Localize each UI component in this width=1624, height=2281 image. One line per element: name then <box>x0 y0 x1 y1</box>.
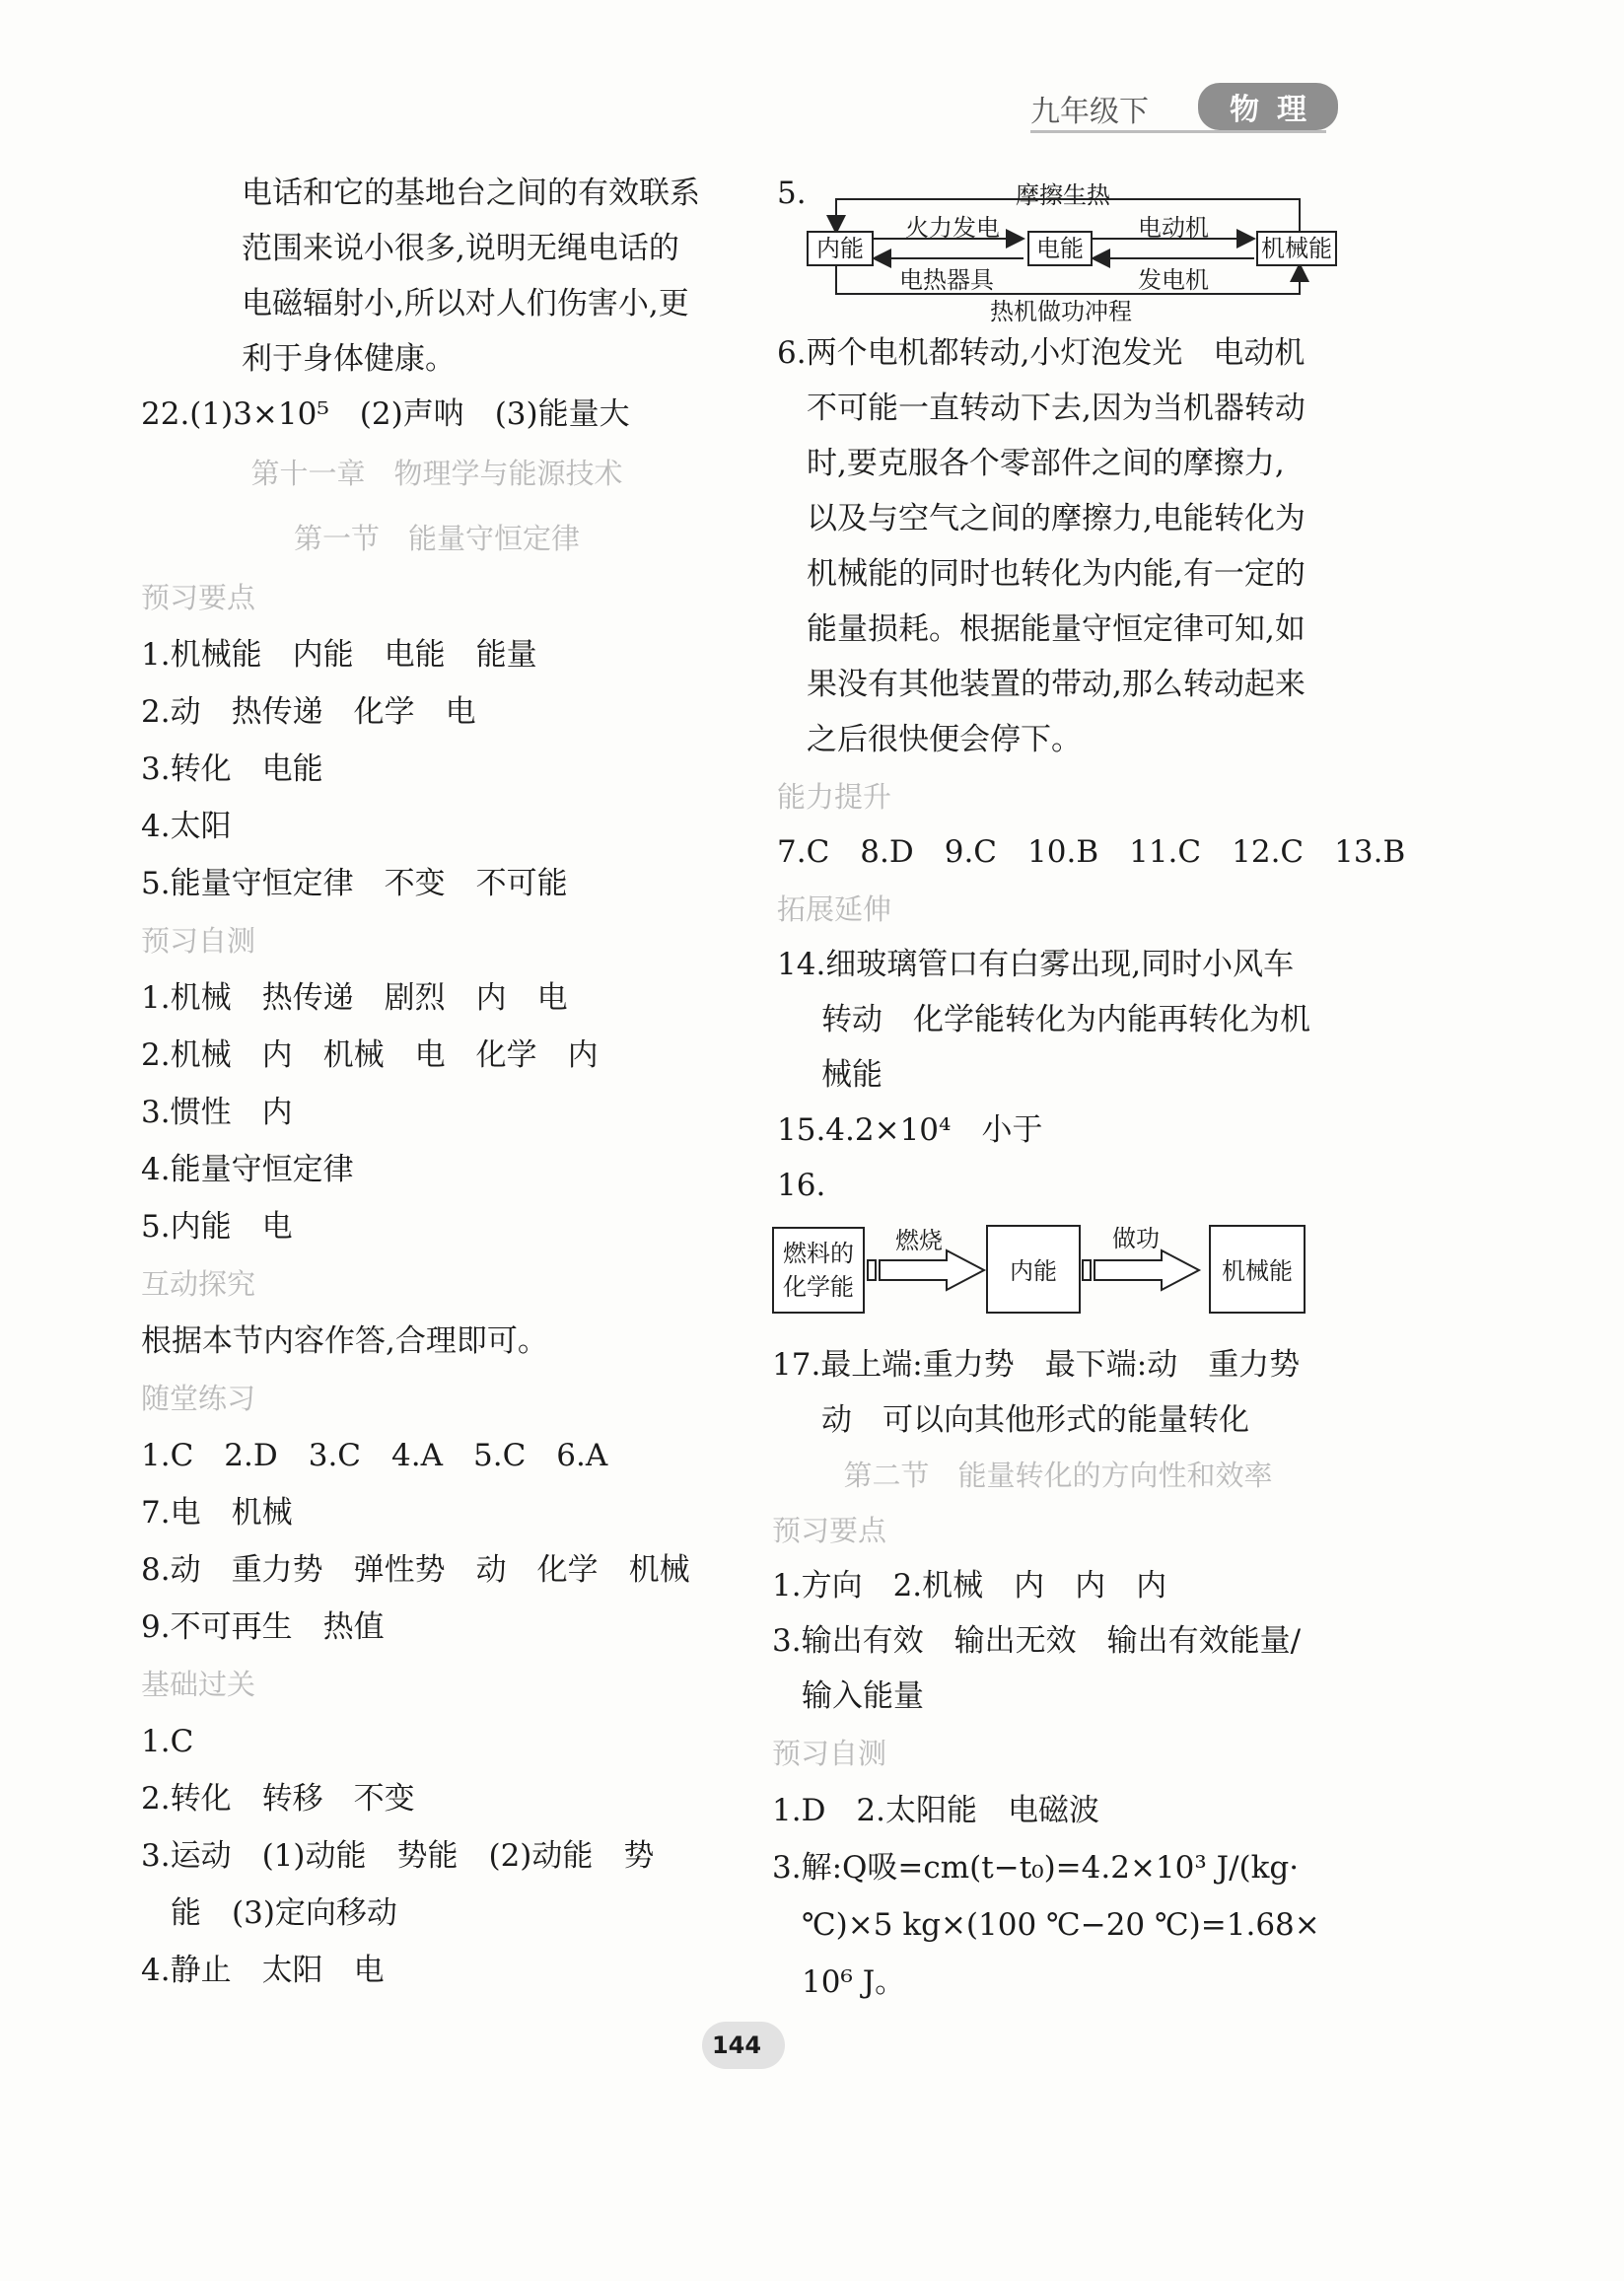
st-2: 7.电 机械 <box>141 1495 293 1531</box>
chapter-title: 第十一章 物理学与能源技术 <box>250 457 623 490</box>
yd-2: 2.动 热传递 化学 电 <box>141 694 476 730</box>
heading-hudong: 互动探究 <box>141 1267 256 1301</box>
zc-2: 2.机械 内 机械 电 化学 内 <box>141 1037 599 1073</box>
header-grade: 九年级下 <box>1030 95 1149 129</box>
heading-nengli: 能力提升 <box>777 780 892 814</box>
nl-answers: 7.C 8.D 9.C 10.B 11.C 12.C 13.B <box>777 834 1406 870</box>
left-cont-line-3: 电磁辐射小,所以对人们伤害小,更 <box>242 286 689 321</box>
d16-box-fuel-line-1: 燃料的 <box>783 1240 854 1267</box>
header-subject-tab: 物理 <box>1198 83 1338 130</box>
section-1-title: 第一节 能量守恒定律 <box>293 522 580 555</box>
zc2-4: 10⁶ J。 <box>802 1964 906 2000</box>
heading-tuozhan: 拓展延伸 <box>777 892 892 926</box>
heading-jichu: 基础过关 <box>141 1668 256 1701</box>
left-cont-line-1: 电话和它的基地台之间的有效联系 <box>242 176 700 211</box>
q6-line-3: 时,要克服各个零部件之间的摩擦力, <box>807 446 1285 481</box>
hd-text: 根据本节内容作答,合理即可。 <box>141 1323 548 1359</box>
q6-line-6: 能量损耗。根据能量守恒定律可知,如 <box>807 611 1306 647</box>
zc-5: 5.内能 电 <box>141 1209 293 1245</box>
d16-box-jixieneng: 机械能 <box>1209 1225 1306 1314</box>
section-2-title: 第二节 能量转化的方向性和效率 <box>843 1459 1273 1492</box>
st-4: 9.不可再生 热值 <box>141 1609 385 1645</box>
d5-label-fadianji: 发电机 <box>1138 266 1209 294</box>
zc-1: 1.机械 热传递 剧烈 内 电 <box>141 980 568 1016</box>
zc2-2: 3.解:Q吸=cm(t−t₀)=4.2×10³ J/(kg· <box>772 1850 1300 1886</box>
jc-3: 3.运动 (1)动能 势能 (2)动能 势 <box>141 1838 655 1874</box>
q6-line-4: 以及与空气之间的摩擦力,电能转化为 <box>807 501 1306 536</box>
d5-box-dianneng: 电能 <box>1027 231 1093 266</box>
q17-line-1: 17.最上端:重力势 最下端:动 重力势 <box>772 1347 1301 1383</box>
heading-yuxi-yaodian: 预习要点 <box>141 581 256 614</box>
d16-box-fuel <box>772 1227 865 1314</box>
d16-box-fuel-line-2: 化学能 <box>783 1273 854 1301</box>
d5-label-diandongji: 电动机 <box>1138 214 1209 242</box>
q15: 15.4.2×10⁴ 小于 <box>777 1112 1043 1148</box>
q6-line-2: 不可能一直转动下去,因为当机器转动 <box>807 391 1306 426</box>
d5-bottom-label: 热机做功冲程 <box>990 298 1132 325</box>
q6-line-7: 果没有其他装置的带动,那么转动起来 <box>807 667 1306 702</box>
yd-5: 5.能量守恒定律 不变 不可能 <box>141 866 568 901</box>
d5-label-dianre: 电热器具 <box>899 266 994 294</box>
d5-label-huoli: 火力发电 <box>905 214 1000 242</box>
q14-line-3: 械能 <box>821 1057 883 1093</box>
q6-line-5: 机械能的同时也转化为内能,有一定的 <box>807 556 1306 592</box>
q5-label: 5. <box>777 176 807 211</box>
q16-label: 16. <box>777 1168 826 1203</box>
d16-box-neineng: 内能 <box>986 1225 1081 1314</box>
heading-suitang: 随堂练习 <box>141 1382 256 1415</box>
q17-line-2: 动 可以向其他形式的能量转化 <box>821 1402 1249 1438</box>
yd-1: 1.机械能 内能 电能 能量 <box>141 637 537 673</box>
left-cont-line-4: 利于身体健康。 <box>242 341 456 377</box>
zc-3: 3.惯性 内 <box>141 1095 293 1130</box>
yd2-1: 1.方向 2.机械 内 内 内 <box>772 1568 1167 1604</box>
yd-4: 4.太阳 <box>141 809 232 844</box>
heading-yd2: 预习要点 <box>772 1514 887 1547</box>
st-3: 8.动 重力势 弹性势 动 化学 机械 <box>141 1552 690 1588</box>
q6-line-1: 6.两个电机都转动,小灯泡发光 电动机 <box>777 335 1306 371</box>
q14-line-1: 14.细玻璃管口有白雾出现,同时小风车 <box>777 947 1295 982</box>
zc-4: 4.能量守恒定律 <box>141 1152 354 1187</box>
d5-top-label: 摩擦生热 <box>1016 181 1110 209</box>
jc-4: 4.静止 太阳 电 <box>141 1953 385 1988</box>
st-1: 1.C 2.D 3.C 4.A 5.C 6.A <box>141 1438 608 1473</box>
yd2-2: 3.输出有效 输出无效 输出有效能量/ <box>772 1623 1302 1659</box>
heading-zc2: 预习自测 <box>772 1737 887 1770</box>
q14-line-2: 转动 化学能转化为内能再转化为机 <box>821 1002 1310 1037</box>
left-cont-line-2: 范围来说小很多,说明无绳电话的 <box>242 231 679 266</box>
d5-box-neineng: 内能 <box>807 231 874 266</box>
d5-box-jixieneng: 机械能 <box>1256 231 1337 266</box>
heading-yuxi-zice: 预习自测 <box>141 924 256 958</box>
d16-label-zuogong: 做功 <box>1112 1225 1160 1252</box>
q6-line-8: 之后很快便会停下。 <box>807 722 1082 757</box>
page-number: 144 <box>711 2032 762 2059</box>
jc-2: 2.转化 转移 不变 <box>141 1781 415 1817</box>
zc2-1: 1.D 2.太阳能 电磁波 <box>772 1793 1100 1828</box>
d16-label-ranshao: 燃烧 <box>895 1227 943 1254</box>
yd2-2-cont: 输入能量 <box>802 1678 924 1714</box>
zc2-3: ℃)×5 kg×(100 ℃−20 ℃)=1.68× <box>802 1907 1320 1943</box>
yd-3: 3.转化 电能 <box>141 751 323 787</box>
jc-1: 1.C <box>141 1724 194 1759</box>
answer-22: 22.(1)3×10⁵ (2)声呐 (3)能量大 <box>141 396 630 432</box>
jc-3-cont: 能 (3)定向移动 <box>171 1895 397 1931</box>
